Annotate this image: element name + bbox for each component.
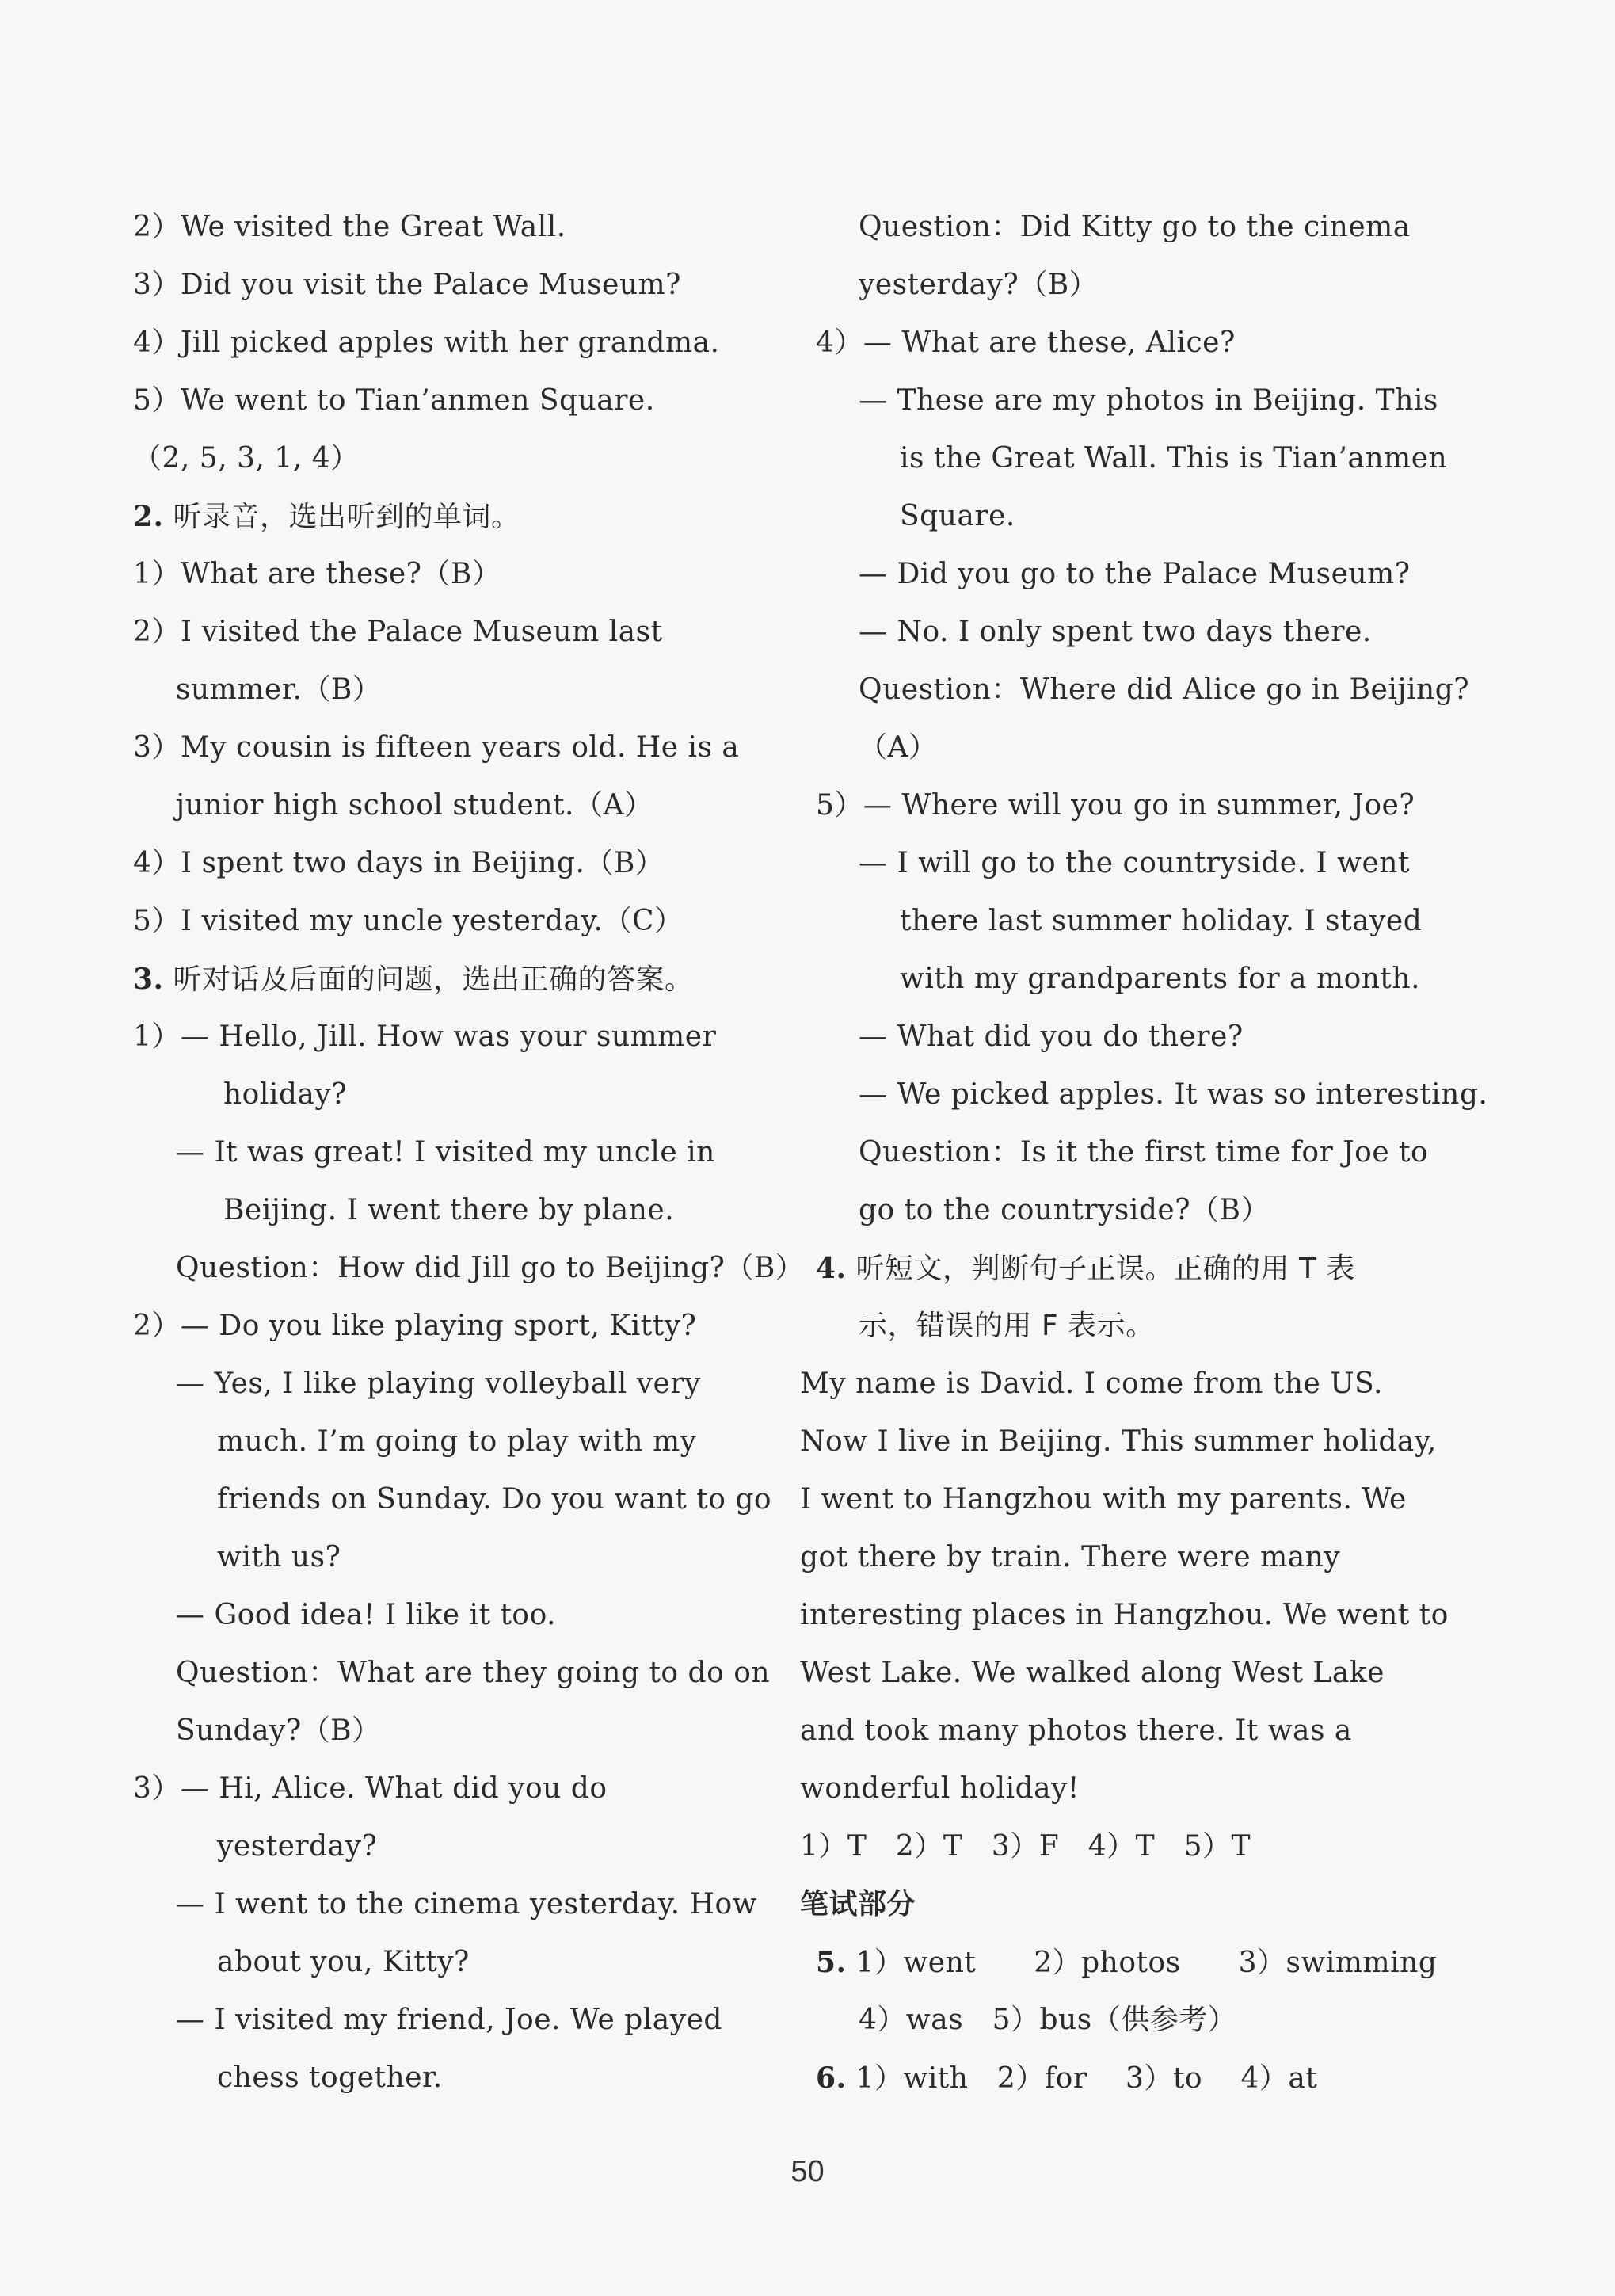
q3-line: — I went to the cinema yesterday. How xyxy=(176,1888,757,1920)
q2-item: 2）I visited the Palace Museum last xyxy=(133,616,663,648)
q3-cont-line: 5）— Where will you go in summer, Joe? xyxy=(816,789,1415,822)
q4-passage-line: My name is David. I come from the US. xyxy=(800,1367,1383,1400)
q3-line: — It was great! I visited my uncle in xyxy=(176,1136,715,1169)
q4-passage-line: interesting places in Hangzhou. We went to xyxy=(800,1599,1449,1631)
q3-cont-line: go to the countryside?（B） xyxy=(859,1194,1270,1226)
written-section-heading: 笔试部分 xyxy=(800,1888,916,1920)
q3-line: much. I’m going to play with my xyxy=(217,1425,697,1458)
q3-line: — Yes, I like playing volleyball very xyxy=(176,1367,701,1400)
q2-item: 3）My cousin is fifteen years old. He is a xyxy=(133,731,740,764)
q1-item-4: 4）Jill picked apples with her grandma. xyxy=(133,326,720,359)
q1-item-3: 3）Did you visit the Palace Museum? xyxy=(133,269,681,301)
q2-item: summer.（B） xyxy=(176,673,382,706)
q3-line: — Good idea! I like it too. xyxy=(176,1599,557,1631)
q3-line: 3）— Hi, Alice. What did you do xyxy=(133,1772,608,1805)
q2-heading: 听录音，选出听到的单词。 xyxy=(173,501,520,533)
q3-cont-line: — These are my photos in Beijing. This xyxy=(859,384,1438,417)
q3-heading-line xyxy=(133,961,694,998)
q4-passage-line: West Lake. We walked along West Lake xyxy=(800,1657,1385,1689)
q6-answers-1: 1）with 2）for 3）to 4）at xyxy=(855,2062,1318,2095)
q3-cont-line: — What did you do there? xyxy=(859,1020,1244,1053)
q3-line: Beijing. I went there by plane. xyxy=(223,1194,675,1226)
q2-number: 2. xyxy=(133,500,164,533)
q3-cont-line: Question：Is it the first time for Joe to xyxy=(859,1136,1429,1169)
q3-heading: 听对话及后面的问题，选出正确的答案。 xyxy=(173,963,694,996)
q4-heading-1: 听短文，判断句子正误。正确的用 T 表 xyxy=(855,1253,1355,1285)
q3-cont-line: Question：Where did Alice go in Beijing? xyxy=(859,673,1470,706)
q3-cont-line: 4）— What are these, Alice? xyxy=(816,326,1236,359)
q4-passage-line: Now I live in Beijing. This summer holiday, xyxy=(800,1425,1437,1458)
q3-line: about you, Kitty? xyxy=(217,1946,470,1978)
q5-line-1 xyxy=(816,1944,1437,1981)
q3-cont-line: — We picked apples. It was so interesting. xyxy=(859,1078,1488,1111)
q3-line: Question：How did Jill go to Beijing?（B） xyxy=(176,1252,805,1284)
q6-number: 6. xyxy=(816,2061,847,2095)
q4-passage-line: and took many photos there. It was a xyxy=(800,1714,1352,1747)
q3-line: 2）— Do you like playing sport, Kitty? xyxy=(133,1310,697,1342)
q3-line: holiday? xyxy=(223,1078,348,1111)
q2-item: 1）What are these?（B） xyxy=(133,558,501,590)
q3-cont-line: yesterday?（B） xyxy=(859,269,1099,301)
q3-cont-line: Square. xyxy=(900,500,1015,532)
q4-number: 4. xyxy=(816,1252,847,1285)
q4-passage-line: I went to Hangzhou with my parents. We xyxy=(800,1483,1407,1516)
q3-number: 3. xyxy=(133,963,164,996)
q3-cont-line: — Did you go to the Palace Museum? xyxy=(859,558,1411,590)
q3-line: chess together. xyxy=(217,2061,443,2094)
q4-heading-line xyxy=(816,1250,1355,1287)
q3-line: — I visited my friend, Joe. We played xyxy=(176,2004,722,2036)
q4-passage-line: got there by train. There were many xyxy=(800,1541,1341,1573)
q3-line: yesterday? xyxy=(217,1830,378,1863)
page-number: 50 xyxy=(790,2155,825,2188)
q5-answers-2: 4）was 5）bus（供参考） xyxy=(859,2004,1237,2036)
q1-answer: （2, 5, 3, 1, 4） xyxy=(133,442,360,475)
q5-number: 5. xyxy=(816,1946,847,1979)
q5-answers-1: 1）went 2）photos 3）swimming xyxy=(855,1947,1438,1979)
q3-cont-line: with my grandparents for a month. xyxy=(900,963,1421,995)
q3-line: Question：What are they going to do on xyxy=(176,1657,771,1689)
q1-item-5: 5）We went to Tian’anmen Square. xyxy=(133,384,655,417)
q3-cont-line: （A） xyxy=(859,731,938,764)
q2-heading-line xyxy=(133,498,520,536)
q4-passage-line: wonderful holiday! xyxy=(800,1772,1080,1805)
q3-line: friends on Sunday. Do you want to go xyxy=(217,1483,772,1516)
q3-cont-line: — I will go to the countryside. I went xyxy=(859,847,1410,879)
q2-item: 4）I spent two days in Beijing.（B） xyxy=(133,847,665,879)
q4-answers: 1）T 2）T 3）F 4）T 5）T xyxy=(800,1830,1251,1863)
q2-item: 5）I visited my uncle yesterday.（C） xyxy=(133,905,684,937)
q3-line: 1）— Hello, Jill. How was your summer xyxy=(133,1020,717,1053)
q4-heading-2: 示，错误的用 F 表示。 xyxy=(859,1310,1155,1342)
q3-cont-line: is the Great Wall. This is Tian’anmen xyxy=(900,442,1448,475)
q3-line: with us? xyxy=(217,1541,341,1573)
q3-cont-line: there last summer holiday. I stayed xyxy=(900,905,1423,937)
q2-item: junior high school student.（A） xyxy=(176,789,653,822)
q6-line-1 xyxy=(816,2060,1317,2097)
q3-cont-line: — No. I only spent two days there. xyxy=(859,616,1372,648)
q3-line: Sunday?（B） xyxy=(176,1714,381,1747)
q1-item-2: 2）We visited the Great Wall. xyxy=(133,211,566,243)
q3-cont-line: Question：Did Kitty go to the cinema xyxy=(859,211,1411,243)
